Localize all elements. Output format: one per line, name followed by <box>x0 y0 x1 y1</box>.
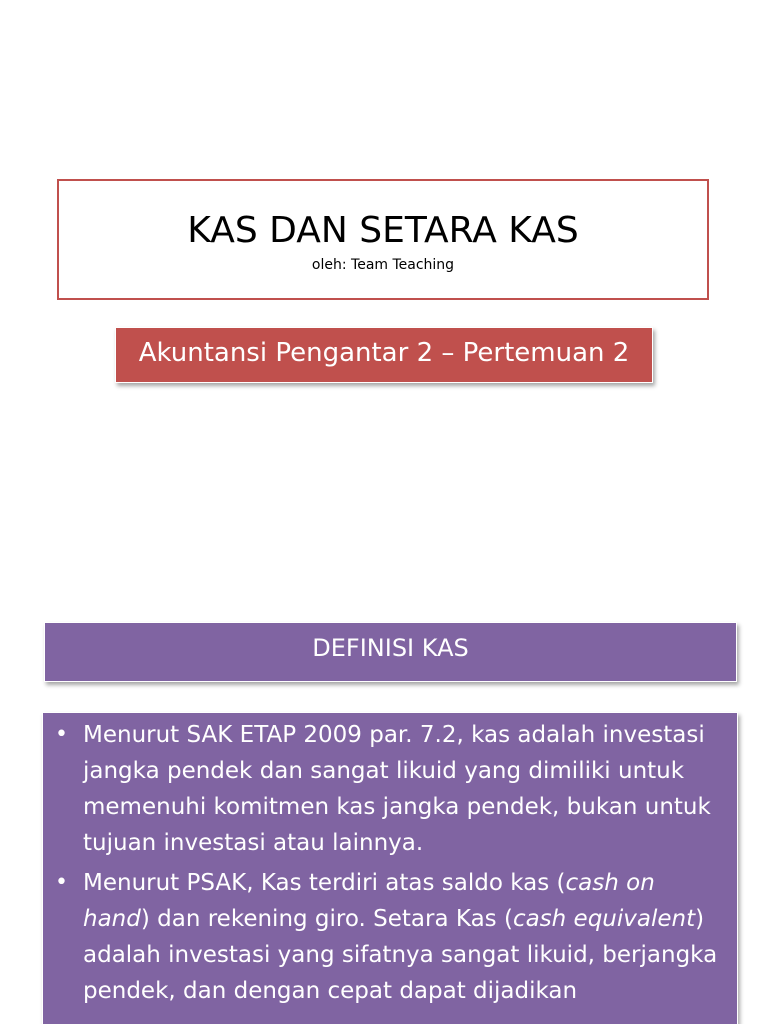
title-box <box>57 179 709 300</box>
bullet-text-part3: ) adalah investasi yang sifatnya sangat likuid, berjangka pendek, dan dengan cepat dapat dijadikan <box>83 906 718 1004</box>
bullet-text: Menurut SAK ETAP 2009 par. 7.2, kas adalah investasi jangka pendek dan sangat likuid yang dimiliki untuk memenuhi komitmen kas jangka pendek, bukan untuk tujuan investasi atau lainnya. <box>83 722 711 856</box>
section-title: DEFINISI KAS <box>44 622 737 682</box>
bullet-text-italic2: cash equivalent <box>512 906 696 932</box>
slide-title: KAS DAN SETARA KAS <box>187 210 579 251</box>
slide-subtitle: oleh: Team Teaching <box>311 257 455 273</box>
course-label: Akuntansi Pengantar 2 – Pertemuan 2 <box>115 327 653 383</box>
content-box <box>42 712 738 1024</box>
bullet-icon: • <box>55 722 68 747</box>
definition-slide <box>0 576 768 1024</box>
bullet-text-part2: ) dan rekening giro. Setara Kas ( <box>140 906 513 932</box>
bullet-text-part1: Menurut PSAK, Kas terdiri atas saldo kas ( <box>83 870 566 896</box>
bullet-item-sak-etap <box>55 717 727 861</box>
bullet-icon: • <box>55 870 68 895</box>
bullet-list <box>55 717 727 1009</box>
bullet-item-psak <box>55 865 727 1009</box>
bullet-text-italic1: cash on hand <box>83 870 655 932</box>
